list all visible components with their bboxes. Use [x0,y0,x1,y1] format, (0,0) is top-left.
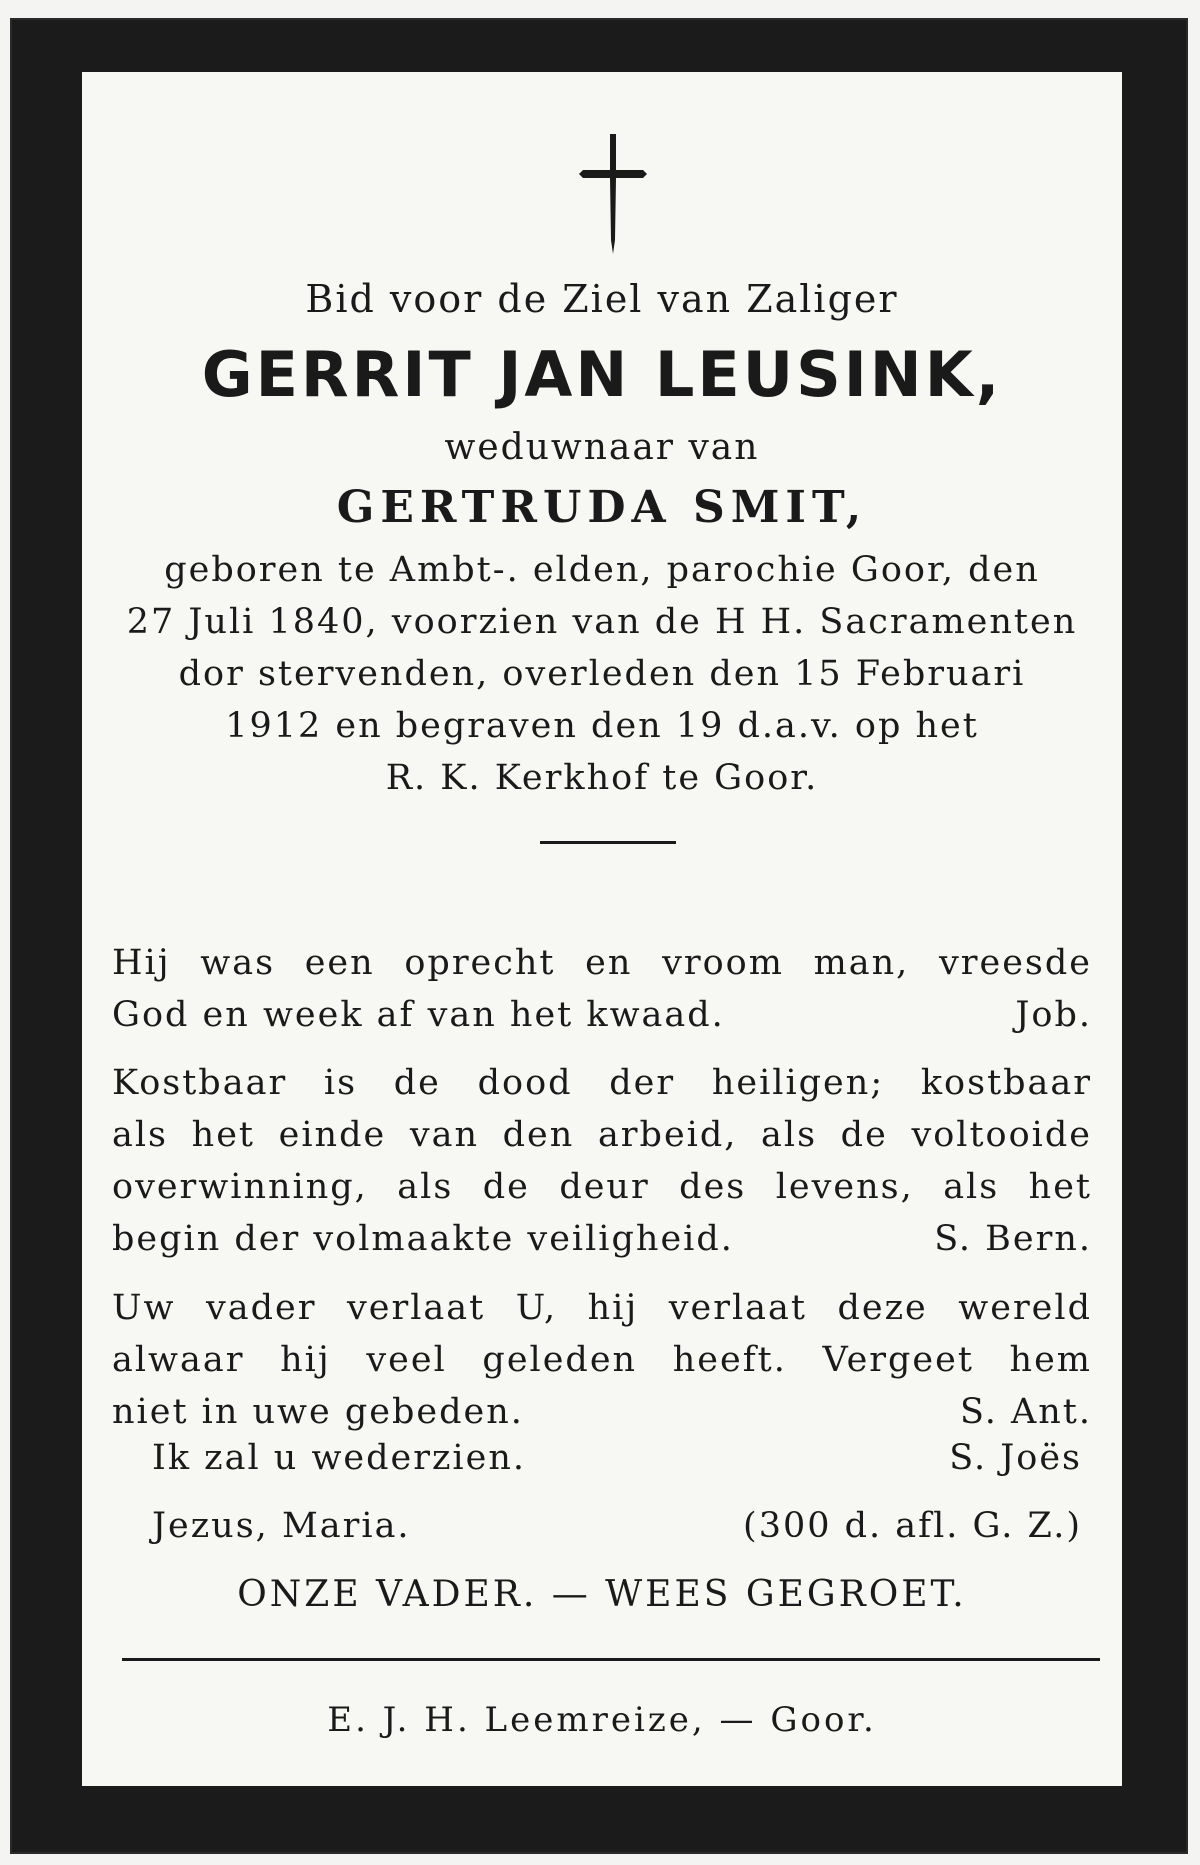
bio-line: 27 Juli 1840, voorzien van de H H. Sacramenten [126,602,1078,642]
short-quote-source: S. Joës [949,1438,1082,1478]
short-quote-text: Ik zal u wederzien. [152,1438,526,1478]
prayers-line: ONZE VADER. — WEES GEGROET. [237,1574,967,1615]
quote-line [112,1386,1092,1438]
quote-line: Hij was een oprecht en vroom man, vreesde [112,943,1092,983]
quote-line-text: God en week af van het kwaad. [112,995,725,1035]
bio-line: 1912 en begraven den 19 d.a.v. op het [225,706,979,746]
quote-line-text: begin der volmaakte veiligheid. [112,1219,734,1259]
quote-source: S. Ant. [960,1392,1092,1432]
quote-line-text: niet in uwe gebeden. [112,1392,524,1432]
relation-line: weduwnaar van [444,427,760,468]
quote-line: overwinning, als de deur des levens, als het [112,1167,1092,1207]
bio-line: dor stervenden, overleden den 15 Februari [178,654,1026,694]
bio-line: R. K. Kerkhof te Goor. [385,758,819,798]
short-divider [540,841,676,844]
printer-credit: E. J. H. Leemreize, — Goor. [327,1700,877,1740]
quote-line [112,1213,1092,1265]
quote-line: alwaar hij veel geleden heeft. Vergeet hem [112,1340,1092,1380]
cross-icon [573,130,653,260]
quote-line: als het einde van den arbeid, als de voltooide [112,1115,1092,1155]
mourning-card-border [10,18,1188,1854]
quote-source: Job. [1015,995,1092,1035]
quote-job [112,937,1092,1041]
spouse-name: GERTRUDA SMIT, [336,482,868,533]
quote-line [112,989,1092,1041]
short-quote-text: Jezus, Maria. [152,1506,411,1546]
opening-line: Bid voor de Ziel van Zaliger [305,277,899,321]
bio-line: geboren te Ambt-. elden, parochie Goor, den [164,550,1040,590]
long-divider [122,1658,1100,1661]
mourning-card-panel [82,72,1122,1786]
biography [82,544,1122,804]
quote-bernard [112,1057,1092,1265]
quote-line: Kostbaar is de dood der heiligen; kostbaar [112,1063,1092,1103]
short-quote-source: (300 d. afl. G. Z.) [743,1506,1082,1546]
quote-anthony [112,1282,1092,1438]
quote-line: Uw vader verlaat U, hij verlaat deze wereld [112,1288,1092,1328]
quote-source: S. Bern. [934,1219,1092,1259]
deceased-name: GERRIT JAN LEUSINK, [201,338,1003,411]
